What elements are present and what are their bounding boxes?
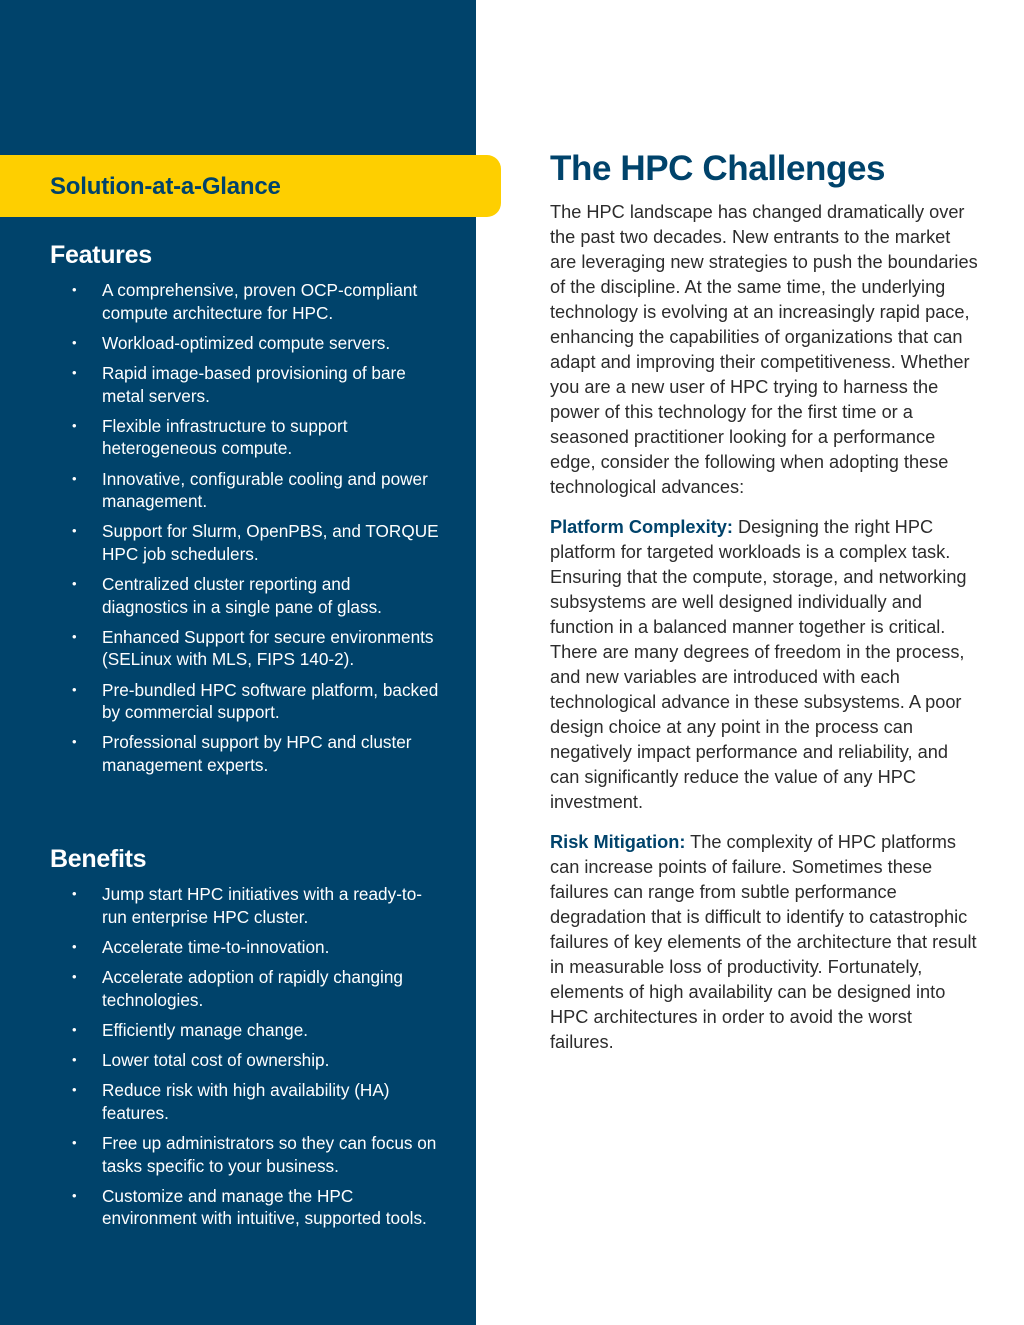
feature-item: • Support for Slurm, OpenPBS, and TORQUE HPC job schedulers.	[50, 520, 440, 565]
solution-at-a-glance-banner	[0, 155, 501, 217]
features-heading: Features	[50, 241, 152, 269]
feature-item: • A comprehensive, proven OCP-compliant compute architecture for HPC.	[50, 279, 440, 324]
feature-item: • Innovative, configurable cooling and power management.	[50, 468, 440, 513]
benefit-item: • Free up administrators so they can focus on tasks specific to your business.	[50, 1132, 440, 1177]
benefit-item: • Accelerate adoption of rapidly changing technologies.	[50, 966, 440, 1011]
feature-item: • Flexible infrastructure to support heterogeneous compute.	[50, 415, 440, 460]
benefit-item: • Accelerate time-to-innovation.	[50, 936, 440, 959]
feature-item: • Pre-bundled HPC software platform, backed by commercial support.	[50, 679, 440, 724]
benefit-item: • Jump start HPC initiatives with a ready-to-run enterprise HPC cluster.	[50, 883, 440, 928]
risk-mitigation-lead: Risk Mitigation:	[550, 832, 686, 852]
platform-complexity-text: Designing the right HPC platform for targeted workloads is a complex task. Ensuring that the compute, storage, and networking subsystems are well designed individually and function in a balanced manner together is critical. There are many degrees of freedom in the process, and new variables are introduced with each technological advance in these subsystems. A poor design choice at any point in the process can negatively impact performance and reliability, and can significantly reduce the value of any HPC investment.	[550, 517, 967, 812]
benefit-item: • Reduce risk with high availability (HA) features.	[50, 1079, 440, 1124]
feature-item: • Centralized cluster reporting and diagnostics in a single pane of glass.	[50, 573, 440, 618]
page-title: The HPC Challenges	[550, 149, 886, 188]
benefits-heading: Benefits	[50, 845, 147, 873]
features-list	[50, 279, 440, 784]
benefit-item: • Efficiently manage change.	[50, 1019, 440, 1042]
platform-complexity-paragraph	[550, 515, 980, 815]
benefit-item: • Customize and manage the HPC environment with intuitive, supported tools.	[50, 1185, 440, 1230]
intro-paragraph: The HPC landscape has changed dramatically over the past two decades. New entrants to the market are leveraging new strategies to push the boundaries of the discipline. At the same time, the underlying technology is evolving at an increasingly rapid pace, enhancing the capabilities of organizations that can adapt and improving their competitiveness. Whether you are a new user of HPC trying to harness the power of this technology for the first time or a seasoned practitioner looking for a performance edge, consider the following when adopting these technological advances:	[550, 202, 978, 497]
platform-complexity-lead: Platform Complexity:	[550, 517, 733, 537]
main-content	[550, 148, 980, 1070]
feature-item: • Rapid image-based provisioning of bare metal servers.	[50, 362, 440, 407]
feature-item: • Professional support by HPC and cluster management experts.	[50, 731, 440, 776]
feature-item: • Enhanced Support for secure environments (SELinux with MLS, FIPS 140-2).	[50, 626, 440, 671]
benefit-item: • Lower total cost of ownership.	[50, 1049, 440, 1072]
risk-mitigation-text: The complexity of HPC platforms can increase points of failure. Sometimes these failures can range from subtle performance degradation that is difficult to identify to catastrophic failures of key elements of the architecture that result in measurable loss of productivity. Fortunately, elements of high availability can be designed into HPC architectures in order to avoid the worst failures.	[550, 832, 977, 1052]
risk-mitigation-paragraph	[550, 830, 980, 1055]
banner-title: Solution-at-a-Glance	[50, 173, 281, 200]
benefits-list	[50, 883, 440, 1237]
feature-item: • Workload-optimized compute servers.	[50, 332, 440, 355]
